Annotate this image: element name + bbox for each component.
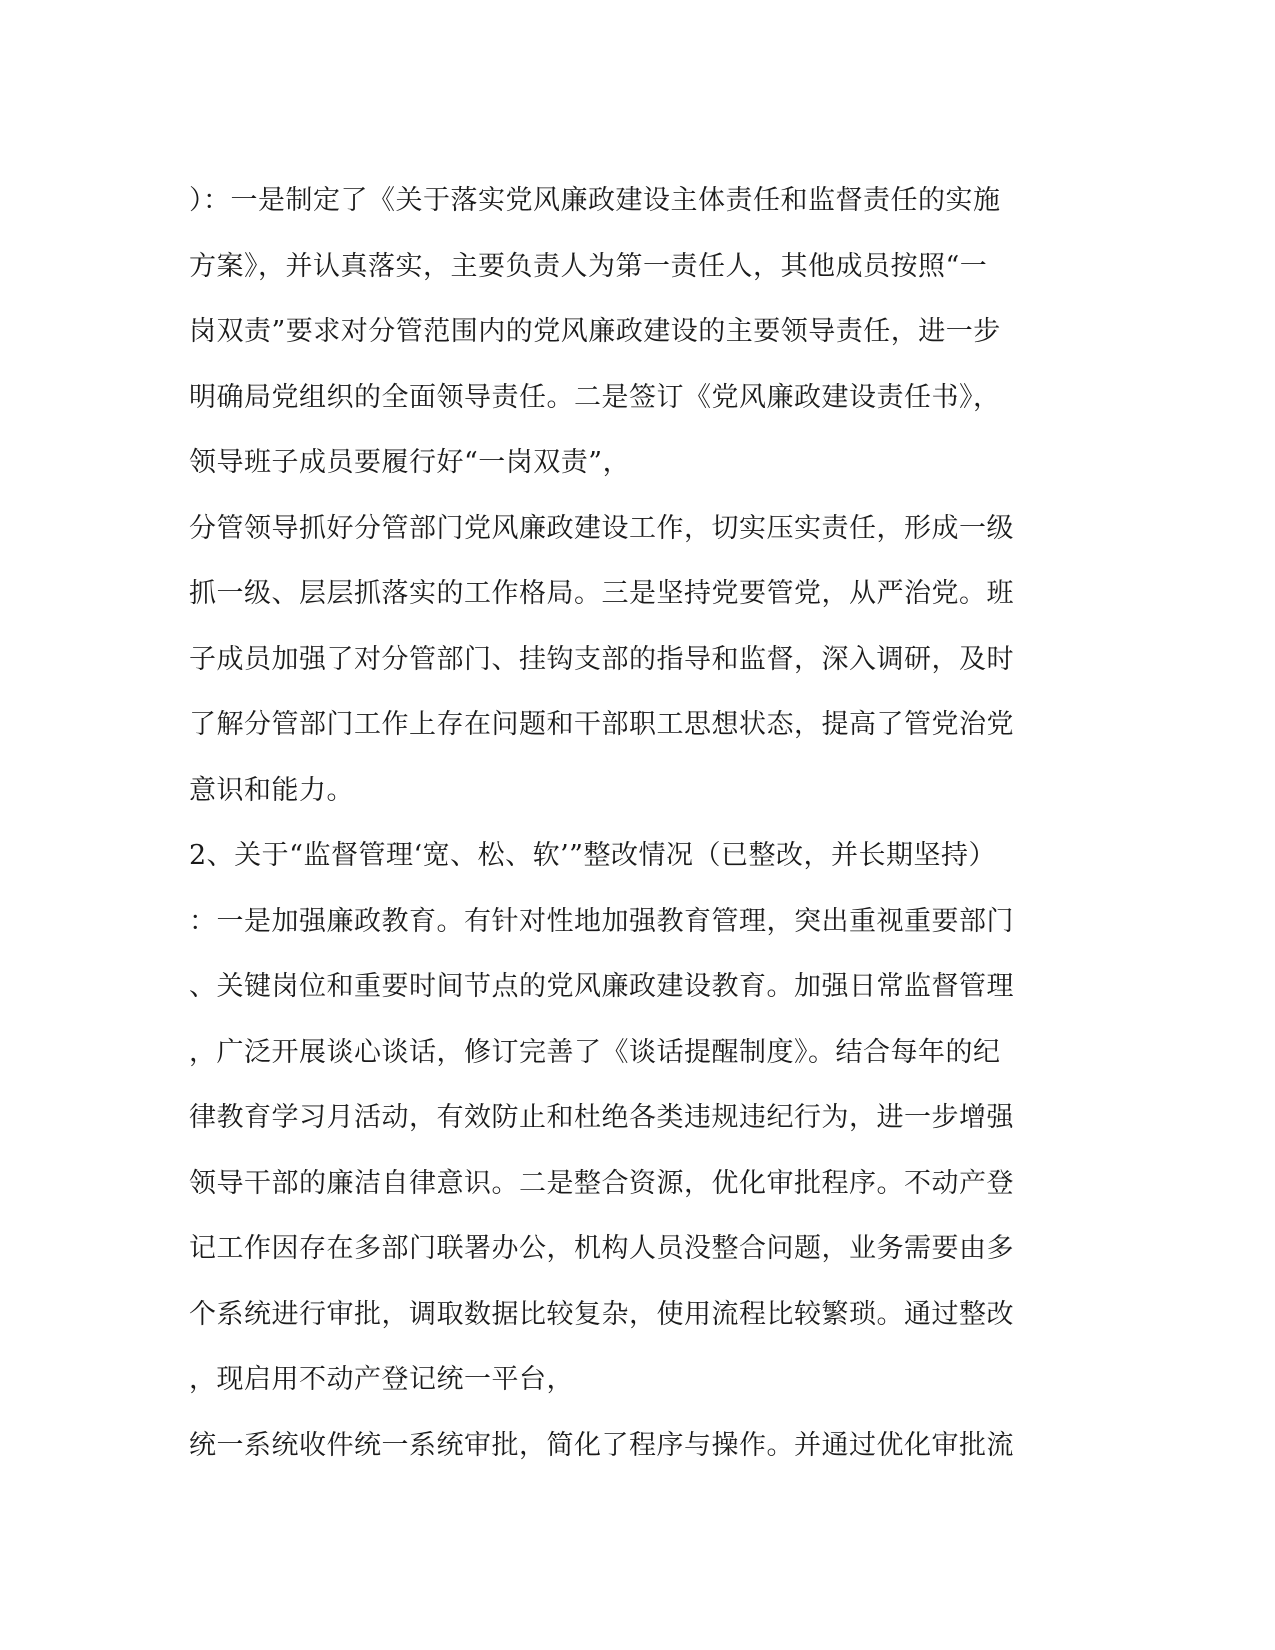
text-line: 领导班子成员要履行好“一岗双责”， [189, 447, 631, 478]
text-line: 统一系统收件统一系统审批，简化了程序与操作。并通过优化审批流 [189, 1429, 1014, 1461]
text-line: ，现启用不动产登记统一平台， [189, 1364, 574, 1395]
text-line: 、关键岗位和重要时间节点的党风廉政建设教育。加强日常监督管理 [189, 971, 1014, 1002]
text-line: 记工作因存在多部门联署办公，机构人员没整合问题，业务需要由多 [189, 1233, 1014, 1264]
text-line: ：一是加强廉政教育。有针对性地加强教育管理，突出重视重要部门 [189, 905, 1014, 937]
text-line: 分管领导抓好分管部门党风廉政建设工作，切实压实责任，形成一级 [189, 512, 1014, 544]
text-line: 个系统进行审批，调取数据比较复杂，使用流程比较繁琐。通过整改 [189, 1298, 1014, 1330]
text-line: 领导干部的廉洁自律意识。二是整合资源，优化审批程序。不动产登 [189, 1167, 1014, 1199]
text-line: 了解分管部门工作上存在问题和干部职工思想状态，提高了管党治党 [189, 709, 1014, 740]
document-body [189, 168, 1069, 1478]
section-heading-line: 2、关于“监督管理‘宽、松、软’”整改情况（已整改，并长期坚持） [189, 840, 996, 871]
text-line: ，广泛开展谈心谈话，修订完善了《谈话提醒制度》。结合每年的纪 [189, 1036, 1001, 1068]
text-line: 律教育学习月活动，有效防止和杜绝各类违规违纪行为，进一步增强 [189, 1102, 1014, 1133]
text-line: 抓一级、层层抓落实的工作格局。三是坚持党要管党，从严治党。班 [189, 578, 1014, 609]
text-line: 方案》，并认真落实，主要负责人为第一责任人，其他成员按照“一 [189, 250, 988, 282]
text-line: 子成员加强了对分管部门、挂钩支部的指导和监督，深入调研，及时 [189, 643, 1014, 675]
text-line: 意识和能力。 [189, 774, 354, 806]
text-line: 岗双责”要求对分管范围内的党风廉政建设的主要领导责任，进一步 [189, 316, 1001, 347]
text-line: 明确局党组织的全面领导责任。二是签订《党风廉政建设责任书》， [189, 381, 1001, 413]
text-line: ）：一是制定了《关于落实党风廉政建设主体责任和监督责任的实施 [189, 185, 1001, 216]
